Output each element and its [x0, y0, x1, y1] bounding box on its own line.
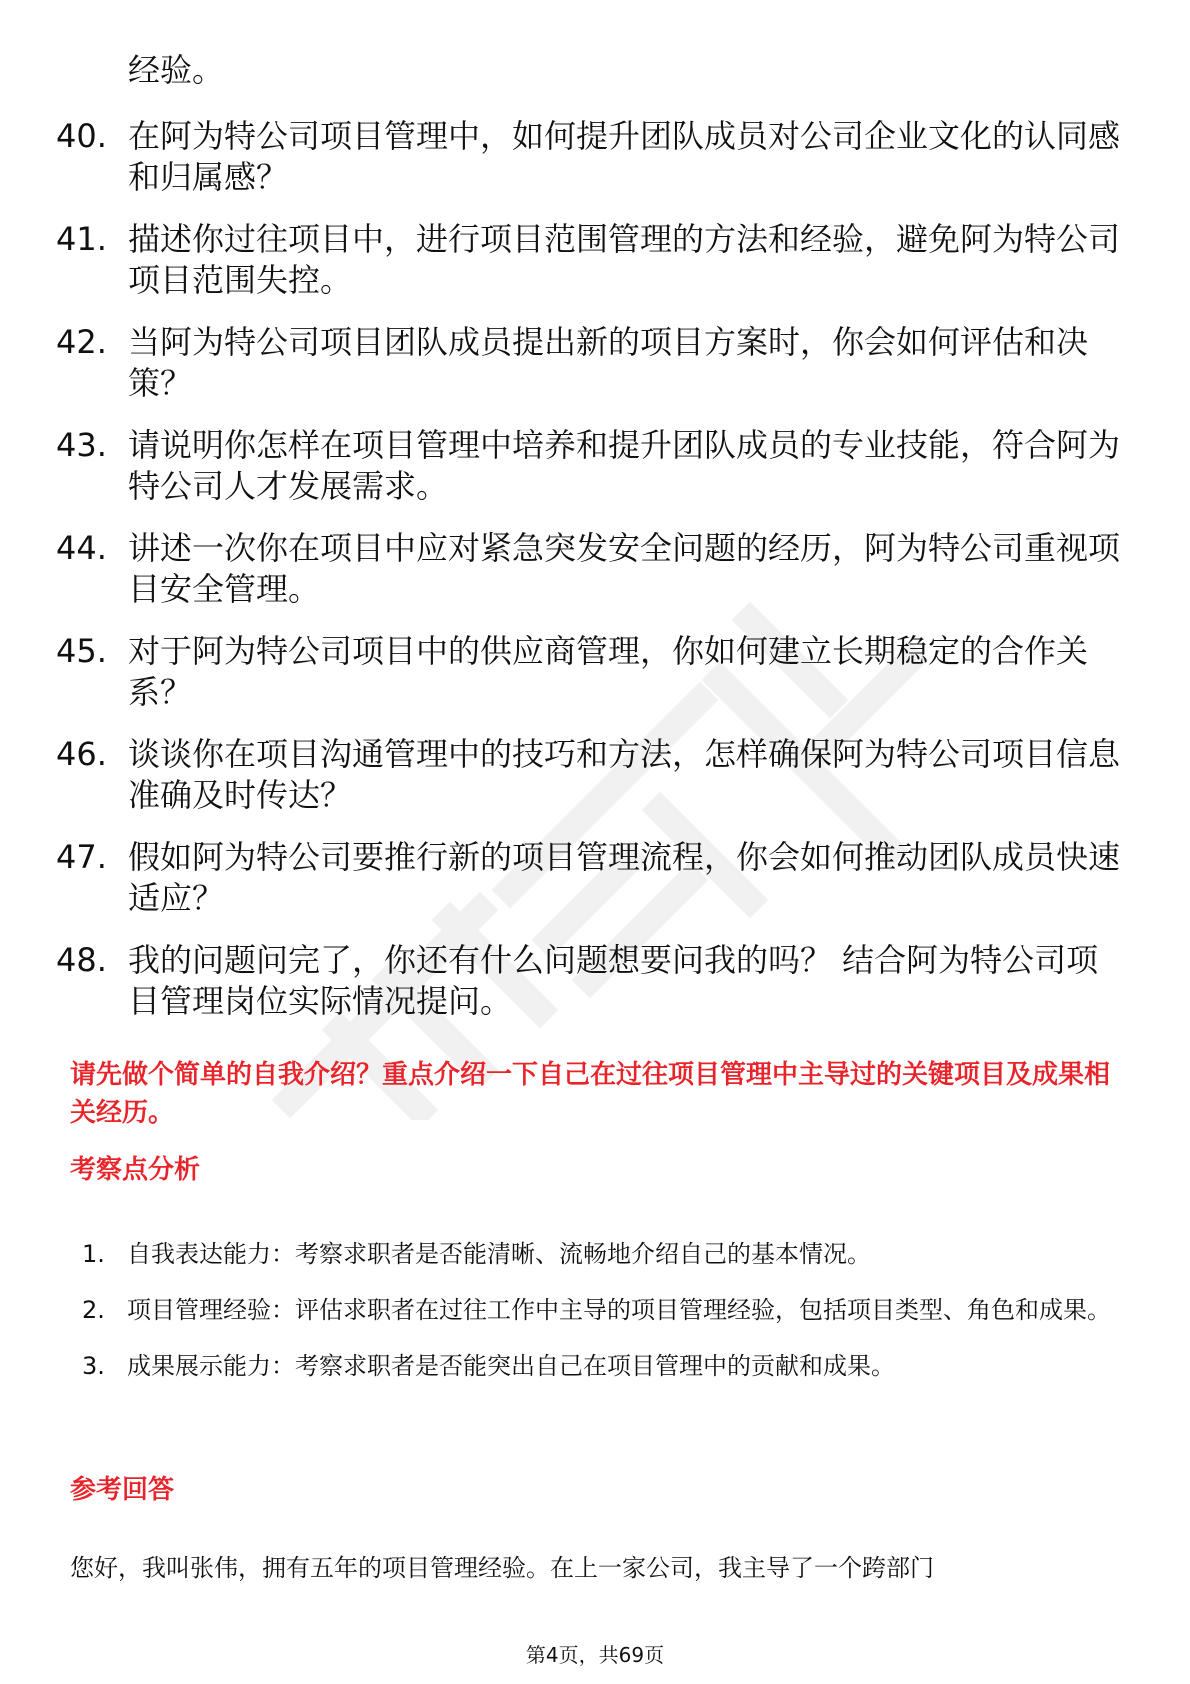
question-text: 谈谈你在项目沟通管理中的技巧和方法，怎样确保阿为特公司项目信息准确及时传达？ [128, 735, 1121, 814]
question-item [56, 425, 1126, 507]
question-number: 44. [56, 529, 107, 567]
question-number: 40. [56, 117, 107, 155]
question-item [56, 940, 1126, 1022]
question-item [56, 322, 1126, 404]
analysis-point [82, 1226, 1112, 1282]
analysis-heading: 考察点分析 [70, 1155, 201, 1185]
question-text: 对于阿为特公司项目中的供应商管理，你如何建立长期稳定的合作关系？ [128, 632, 1089, 711]
question-text: 讲述一次你在项目中应对紧急突发安全问题的经历，阿为特公司重视项目安全管理。 [128, 529, 1121, 608]
analysis-point-list [82, 1226, 1112, 1394]
featured-question-heading: 请先做个简单的自我介绍？重点介绍一下自己在过往项目管理中主导过的关键项目及成果相关经历。 [70, 1060, 1111, 1128]
question-item [56, 116, 1126, 198]
analysis-point-number: 3. [82, 1352, 105, 1380]
answer-heading: 参考回答 [70, 1475, 175, 1505]
question-text: 描述你过往项目中，进行项目范围管理的方法和经验，避免阿为特公司项目范围失控。 [128, 220, 1121, 299]
question-list [56, 116, 1126, 1043]
analysis-point [82, 1338, 1112, 1394]
analysis-point-text: 成果展示能力：考察求职者是否能突出自己在项目管理中的贡献和成果。 [127, 1352, 895, 1380]
analysis-point-number: 2. [82, 1296, 105, 1324]
continuation-text: 经验。 [128, 51, 225, 89]
question-text: 请说明你怎样在项目管理中培养和提升团队成员的专业技能，符合阿为特公司人才发展需求。 [128, 426, 1121, 505]
question-text: 在阿为特公司项目管理中，如何提升团队成员对公司企业文化的认同感和归属感？ [128, 117, 1121, 196]
question-number: 46. [56, 735, 107, 773]
analysis-point-text: 自我表达能力：考察求职者是否能清晰、流畅地介绍自己的基本情况。 [127, 1240, 871, 1268]
question-item [56, 219, 1126, 301]
question-text: 当阿为特公司项目团队成员提出新的项目方案时，你会如何评估和决策？ [128, 323, 1089, 402]
analysis-point-text: 项目管理经验：评估求职者在过往工作中主导的项目管理经验，包括项目类型、角色和成果。 [127, 1296, 1111, 1324]
analysis-point-number: 1. [82, 1240, 105, 1268]
question-text: 假如阿为特公司要推行新的项目管理流程，你会如何推动团队成员快速适应？ [128, 838, 1121, 917]
question-text: 我的问题问完了，你还有什么问题想要问我的吗？ 结合阿为特公司项目管理岗位实际情况提问。 [128, 941, 1099, 1020]
question-number: 45. [56, 632, 107, 670]
question-number: 47. [56, 838, 107, 876]
question-number: 41. [56, 220, 107, 258]
answer-text: 您好，我叫张伟，拥有五年的项目管理经验。在上一家公司，我主导了一个跨部门 [70, 1554, 934, 1582]
analysis-point [82, 1282, 1112, 1338]
question-item [56, 528, 1126, 610]
page-footer: 第4页，共69页 [525, 1643, 665, 1667]
question-number: 42. [56, 323, 107, 361]
question-item [56, 837, 1126, 919]
question-number: 43. [56, 426, 107, 464]
question-number: 48. [56, 941, 107, 979]
question-item [56, 734, 1126, 816]
question-item [56, 631, 1126, 713]
